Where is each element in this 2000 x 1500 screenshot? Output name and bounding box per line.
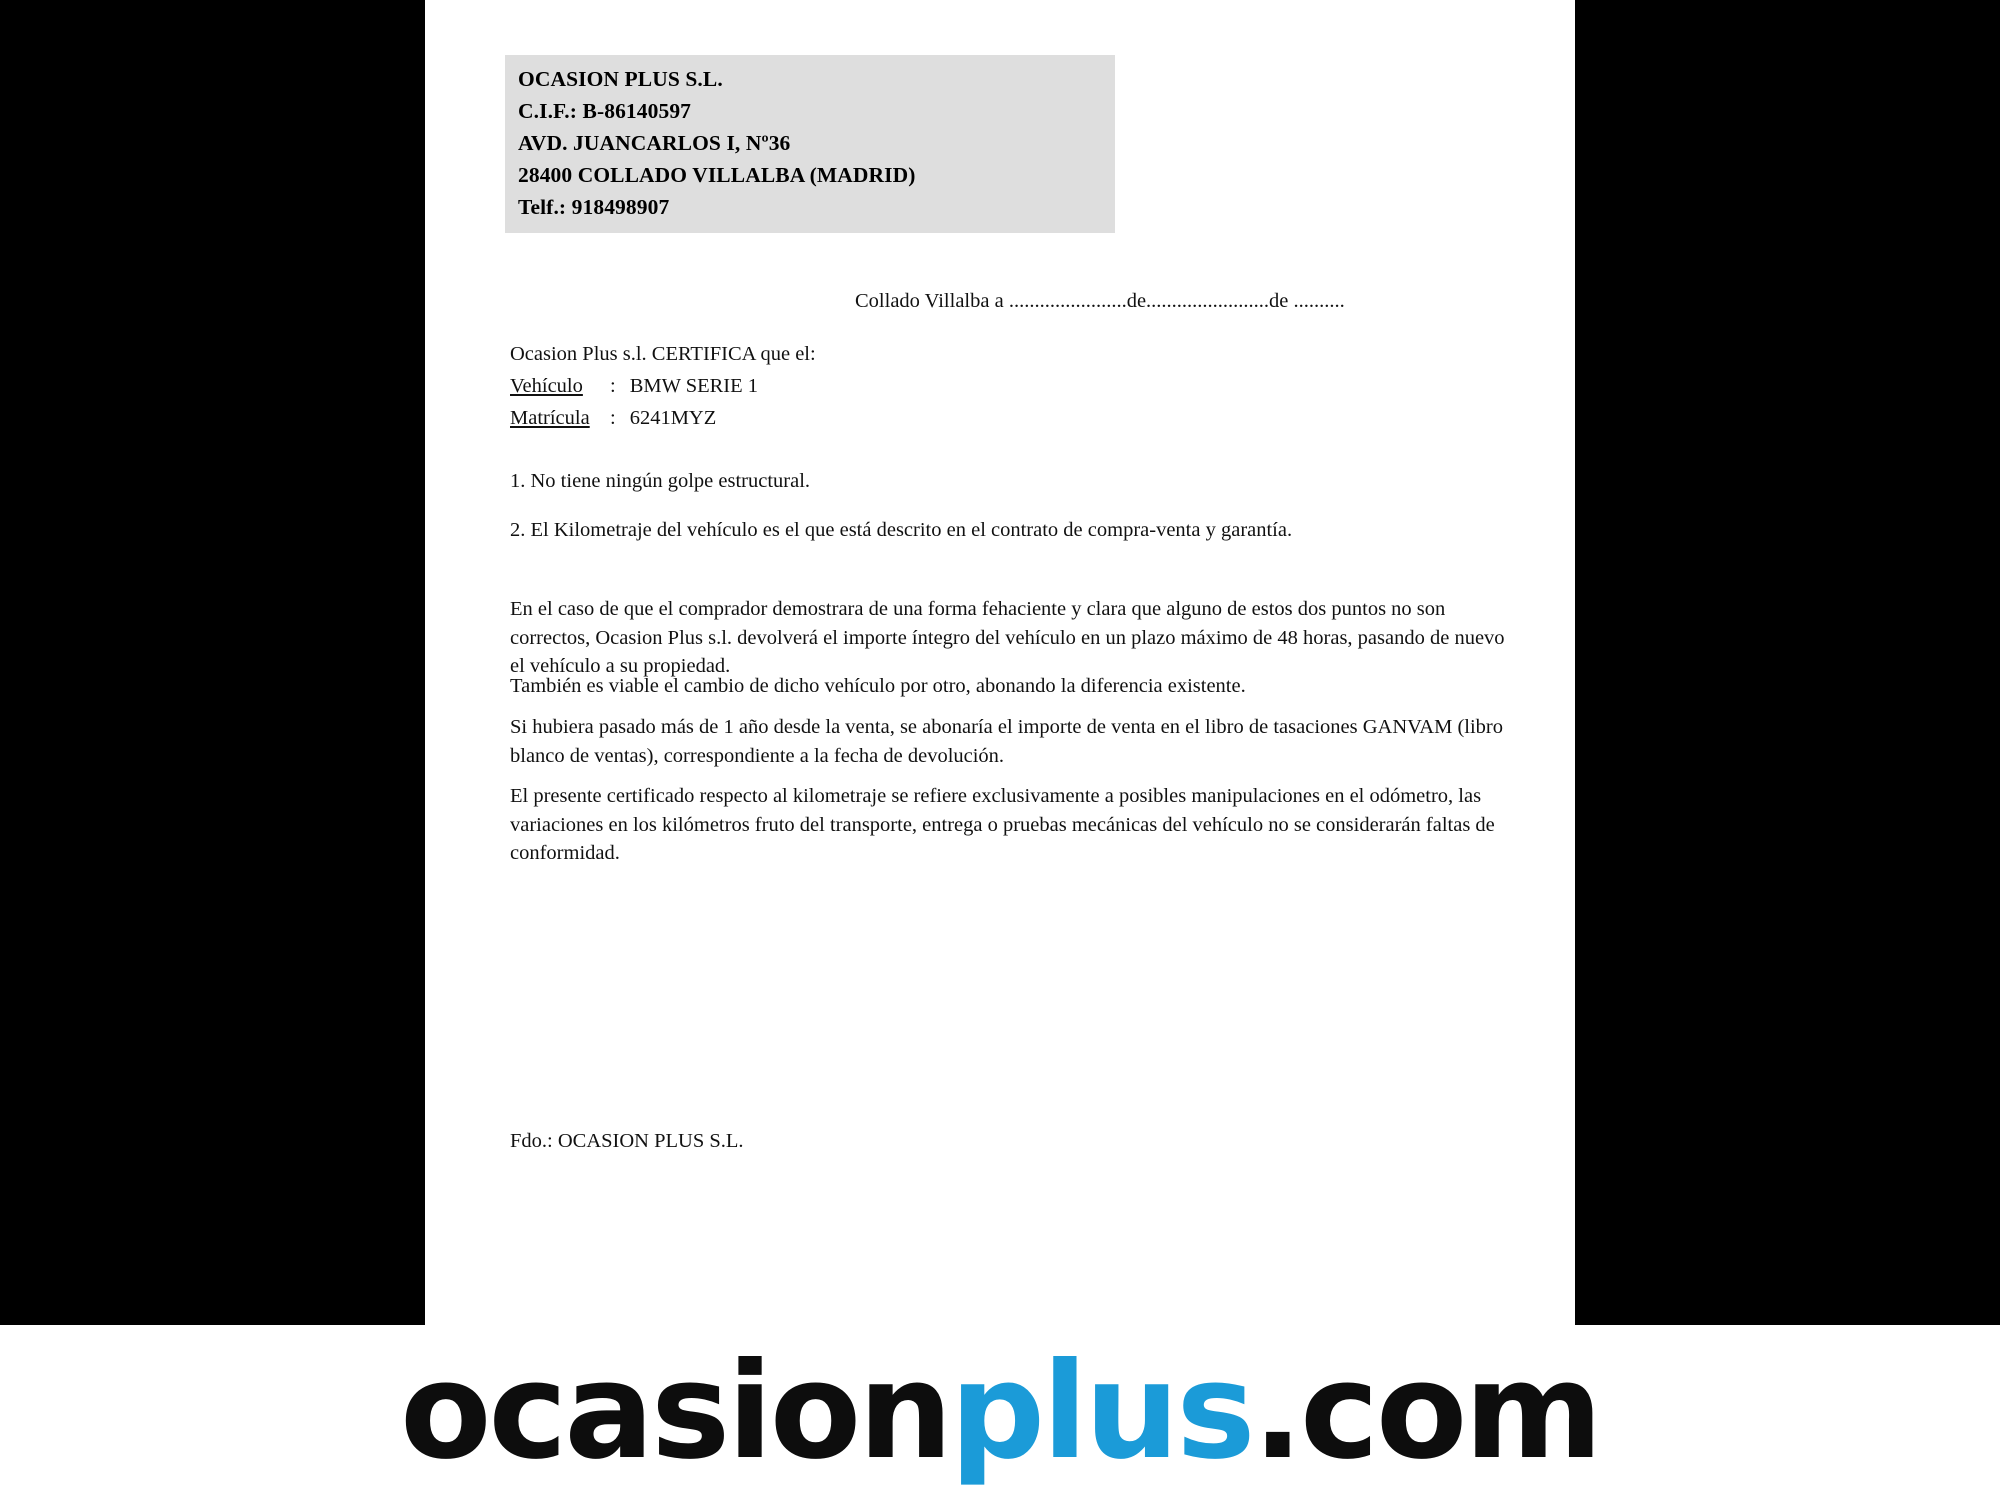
company-cif: C.I.F.: B-86140597 — [518, 99, 692, 123]
company-city: 28400 COLLADO VILLALBA (MADRID) — [518, 163, 916, 187]
vehicle-value: BMW SERIE 1 — [629, 375, 759, 397]
field-row — [510, 375, 758, 398]
plate-label: Matrícula — [510, 407, 590, 429]
field-row — [510, 407, 716, 430]
vehicle-label: Vehículo — [510, 375, 583, 397]
paragraph-odometer-scope: El presente certificado respecto al kilometraje se refiere exclusivamente a posibles manipulaciones en el odómetro, las variaciones en los kilómetros fruto del transporte, entrega o pruebas mecánicas del vehículo no se considerarán faltas de conformidad. — [510, 785, 1495, 864]
vehicle-separator: : — [610, 375, 616, 397]
logo-part-domain: .com — [1252, 1335, 1600, 1489]
ocasionplus-logo — [0, 1325, 2000, 1500]
paragraph-refund-terms: En el caso de que el comprador demostrara de una forma fehaciente y clara que alguno de estos dos puntos no son correctos, Ocasion Plus s.l. devolverá el importe íntegro del vehículo en un plazo máximo de 48 horas, pasando de nuevo el vehículo a su propiedad. — [510, 598, 1505, 677]
document-body — [425, 0, 1575, 1325]
company-header-block — [505, 55, 1115, 233]
company-phone: Telf.: 918498907 — [518, 195, 670, 219]
company-address: AVD. JUANCARLOS I, Nº36 — [518, 131, 791, 155]
paragraph-ganvam-valuation: Si hubiera pasado más de 1 año desde la venta, se abonaría el importe de venta en el libro de tasaciones GANVAM (libro blanco de ventas), correspondiente a la fecha de devolución. — [510, 716, 1503, 767]
logo-part-ocasion: ocasion — [400, 1335, 950, 1489]
paragraph-vehicle-exchange: También es viable el cambio de dicho vehículo por otro, abonando la diferencia existente. — [510, 675, 1246, 697]
certifies-intro: Ocasion Plus s.l. CERTIFICA que el: — [510, 343, 816, 365]
logo-part-plus: plus — [949, 1335, 1253, 1489]
certified-point-2: 2. El Kilometraje del vehículo es el que está descrito en el contrato de compra-venta y garantía. — [510, 519, 1293, 541]
place-and-date-line: Collado Villalba a .......................de........................de .......... — [855, 290, 1345, 312]
company-name: OCASION PLUS S.L. — [518, 67, 723, 91]
certified-point-1: 1. No tiene ningún golpe estructural. — [510, 470, 811, 492]
document-page — [425, 0, 1575, 1325]
plate-separator: : — [610, 407, 616, 429]
signature-line: Fdo.: OCASION PLUS S.L. — [510, 1130, 744, 1152]
plate-value: 6241MYZ — [629, 407, 717, 429]
